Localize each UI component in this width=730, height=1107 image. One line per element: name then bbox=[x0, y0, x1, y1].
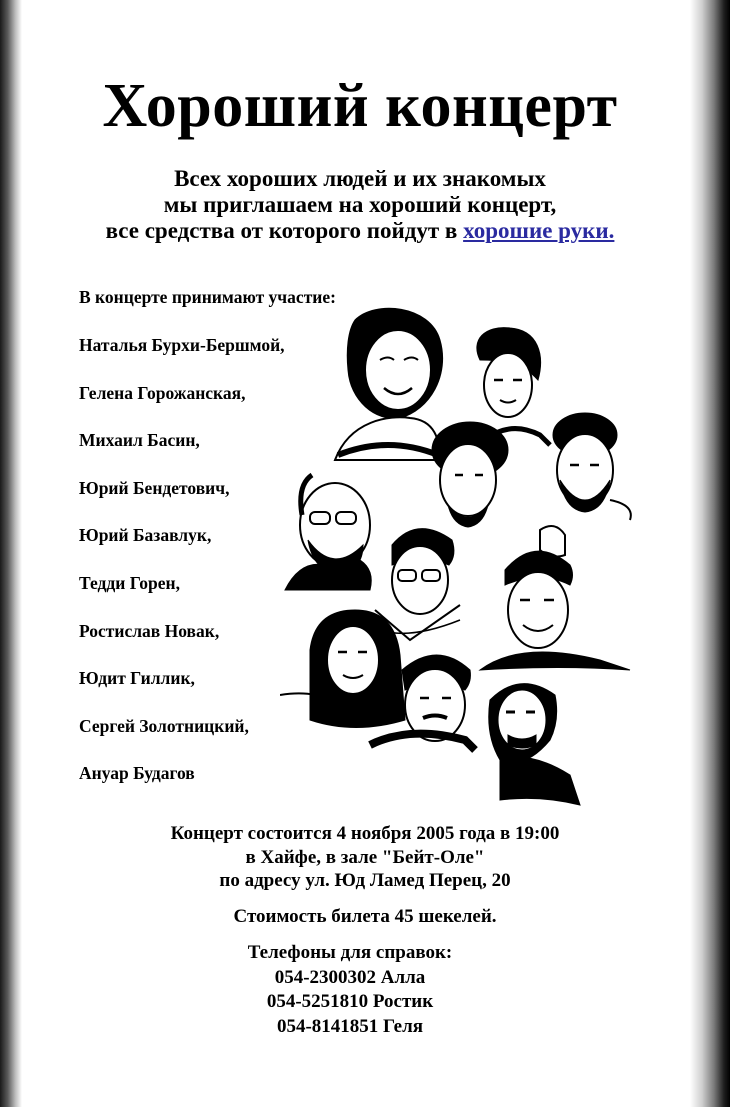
portrait-man-4 bbox=[285, 475, 371, 590]
intro-line-3 bbox=[0, 218, 720, 244]
portrait-man-3 bbox=[540, 413, 631, 557]
participant-item: Юрий Базавлук, bbox=[79, 525, 212, 546]
contact-phones bbox=[0, 941, 700, 1039]
participant-item: Наталья Бурхи-Бершмой, bbox=[79, 335, 285, 355]
intro-text bbox=[0, 166, 720, 244]
participants-list bbox=[79, 333, 285, 809]
participant-item: Михаил Басин, bbox=[79, 430, 200, 451]
page-title: Хороший концерт bbox=[102, 72, 618, 140]
event-line-2: в Хайфе, в зале "Бейт-Оле" bbox=[245, 846, 485, 868]
participant-item: Гелена Горожанская, bbox=[79, 382, 246, 403]
participants-heading: В концерте принимают участие: bbox=[79, 287, 336, 307]
phone-item: 054-2300302 Алла bbox=[274, 966, 426, 988]
event-line-1: Концерт состоится 4 ноября 2005 года в 19:00 bbox=[170, 823, 560, 844]
intro-line-1: Всех хороших людей и их знакомых bbox=[174, 166, 546, 191]
participant-item: Тедди Горен, bbox=[79, 572, 181, 593]
intro-line-2: мы приглашаем на хороший концерт, bbox=[163, 192, 557, 217]
portrait-man-8 bbox=[489, 684, 580, 805]
participant-item: Юдит Гиллик, bbox=[79, 668, 195, 689]
participant-item: Юрий Бендетович, bbox=[79, 477, 230, 498]
performers-portrait-illustration bbox=[280, 300, 640, 820]
intro-line-3-text: все средства от которого пойдут в bbox=[105, 218, 458, 243]
participant-item: Сергей Золотницкий, bbox=[79, 715, 249, 736]
participant-item: Ростислав Новак, bbox=[79, 620, 220, 641]
participant-item: Ануар Будагов bbox=[79, 763, 195, 784]
phones-heading: Телефоны для справок: bbox=[247, 942, 453, 963]
phone-item: 054-5251810 Ростик bbox=[266, 991, 434, 1012]
portrait-woman-1 bbox=[335, 308, 443, 460]
portrait-man-6 bbox=[480, 551, 630, 670]
ticket-price: Стоимость билета 45 шекелей. bbox=[233, 906, 497, 927]
portrait-woman-2 bbox=[280, 610, 405, 728]
good-hands-link[interactable]: хорошие руки. bbox=[463, 218, 615, 243]
event-details bbox=[0, 822, 730, 893]
phone-item: 054-8141851 Геля bbox=[276, 1015, 424, 1037]
portrait-man-2 bbox=[432, 422, 508, 527]
event-line-3: по адресу ул. Юд Ламед Перец, 20 bbox=[219, 870, 511, 891]
